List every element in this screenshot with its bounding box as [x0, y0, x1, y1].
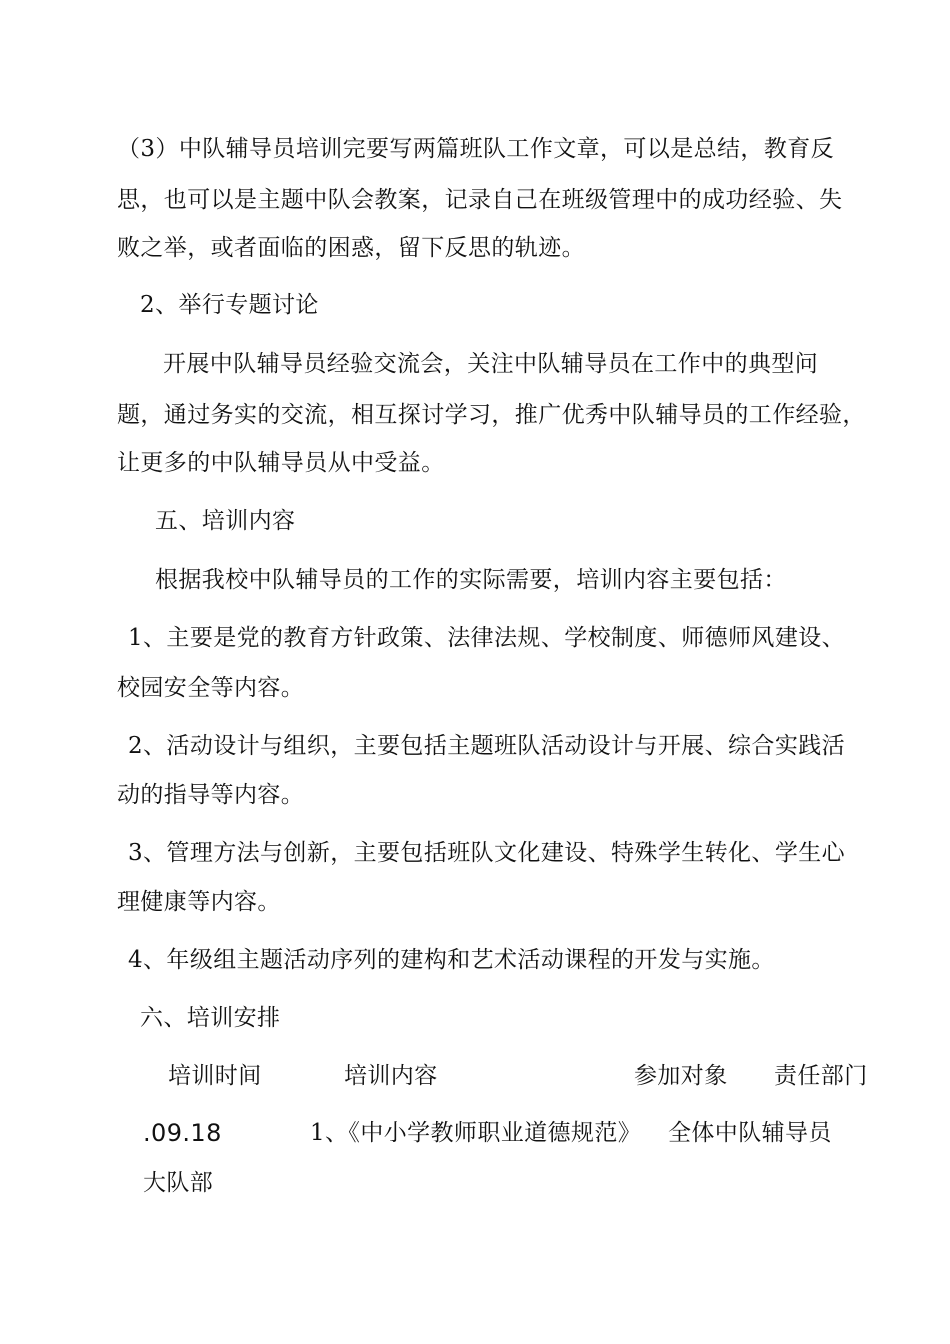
list-item-line: 4、年级组主题活动序列的建构和艺术活动课程的开发与实施。	[128, 947, 775, 973]
table-header-time: 培训时间	[168, 1063, 262, 1089]
paragraph-line: （3）中队辅导员培训完要写两篇班队工作文章，可以是总结，教育反	[117, 136, 835, 162]
paragraph-line: 根据我校中队辅导员的工作的实际需要，培训内容主要包括：	[155, 567, 787, 593]
list-item-line: 理健康等内容。	[117, 889, 281, 915]
table-cell-date: .09.18	[143, 1119, 222, 1147]
list-item-line: 2、活动设计与组织，主要包括主题班队活动设计与开展、综合实践活	[128, 733, 846, 759]
section-heading: 六、培训安排	[140, 1005, 281, 1031]
table-header-content: 培训内容	[344, 1063, 438, 1089]
table-cell-audience: 全体中队辅导员	[668, 1120, 832, 1146]
section-heading: 五、培训内容	[155, 508, 296, 534]
paragraph-line: 题，通过务实的交流，相互探讨学习，推广优秀中队辅导员的工作经验，	[117, 402, 866, 428]
list-item-line: 校园安全等内容。	[117, 675, 305, 701]
list-item-line: 1、主要是党的教育方针政策、法律法规、学校制度、师德师风建设、	[128, 625, 846, 651]
list-item-line: 动的指导等内容。	[117, 782, 305, 808]
paragraph-line: 思，也可以是主题中队会教案，记录自己在班级管理中的成功经验、失	[117, 187, 843, 213]
paragraph-line: 开展中队辅导员经验交流会，关注中队辅导员在工作中的典型问	[163, 351, 819, 377]
table-header-department: 责任部门	[774, 1063, 868, 1089]
paragraph-line: 败之举，或者面临的困惑，留下反思的轨迹。	[117, 235, 585, 261]
table-header-audience: 参加对象	[634, 1063, 728, 1089]
paragraph-line: 让更多的中队辅导员从中受益。	[117, 450, 445, 476]
section-heading: 2、举行专题讨论	[140, 292, 319, 318]
table-cell-content: 1、《中小学教师职业道德规范》	[310, 1120, 642, 1146]
list-item-line: 3、管理方法与创新，主要包括班队文化建设、特殊学生转化、学生心	[128, 840, 846, 866]
table-cell-department: 大队部	[143, 1170, 214, 1196]
